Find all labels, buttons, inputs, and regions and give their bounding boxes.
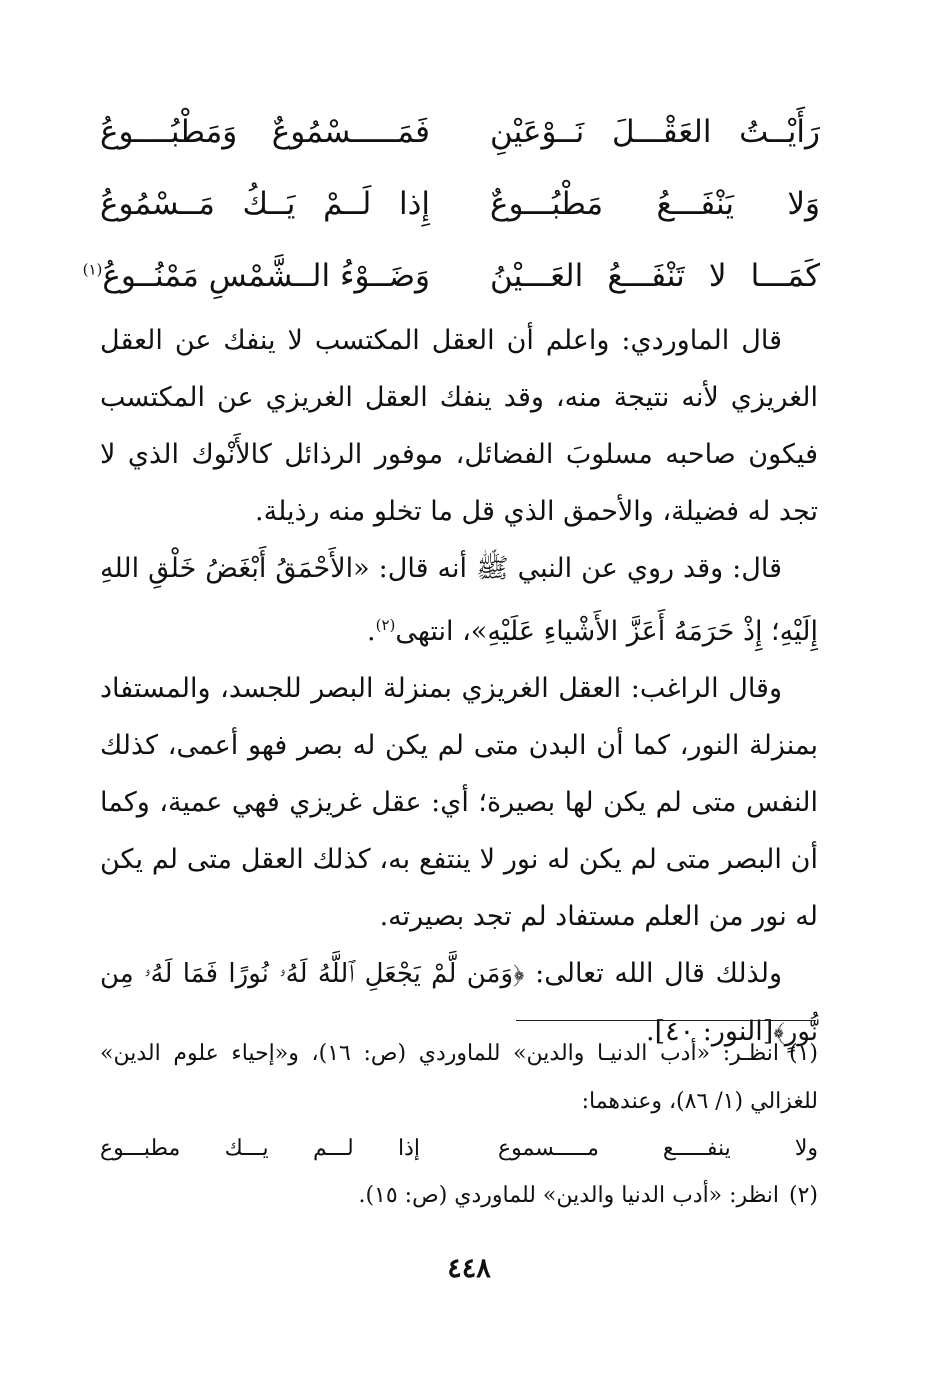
footnote-reference: (٢) [375,616,396,634]
footnote-text: انظـر: «أدب الدنيـا والدين» للماوردي (ص: ١٦)، و«إحياء علوم الدين» للغزالي (١/ ٨٦)، وعندهما: [100,1041,818,1114]
verse-first-hemistich: رَأَيْــتُ العَقْـــلَ نَــوْعَيْنِ [490,114,820,150]
footnote-item [100,1030,818,1126]
verse-second-text: وَضَــوْءُ الــشَّمْسِ مَمْنُــوعُ [102,258,430,294]
footnote-item [100,1172,818,1220]
paragraph-intro: ولذلك قال الله تعالى: [524,958,782,989]
footnote-separator [516,1020,816,1021]
footnote-number: (٢) [788,1183,818,1208]
surah-reference: [النور: ٤٠]. [646,1016,774,1047]
quran-verse: ﴿وَمَن لَّمْ يَجْعَلِ ٱللَّهُ لَهُۥ نُورًا فَمَا لَهُۥ مِن نُّورٍ﴾ [100,959,818,1047]
paragraph: وقال الراغب: العقل الغريزي بمنزلة البصر للجسد، والمستفاد بمنزلة النور، كما أن البدن متى لم يكن له بصر فهو أعمى، كذلك النفس متى لم يكن لها بصيرة؛ أي: عقل غريزي فهي عمية، وكما أن البصر متى لم يكن له نور لا ينتفع به، كذلك العقل متى لم يكن له نور من العلم مستفاد لم تجد بصيرته. [100,673,818,932]
footnote-verse-first: ولا ينفـــــع مـــــسموع [498,1136,818,1161]
footnote-verse-second: إذا لـــم يـــك مطبـــوع [100,1136,420,1161]
paragraph [100,540,818,660]
verse-second-hemistich [82,258,430,294]
verse-second-hemistich: إِذا لَــمْ يَــكُ مَــسْمُوعُ [100,186,430,222]
verse-first-hemistich: وَلا يَنْفَـــعُ مَطْبُـــوعٌ [490,186,820,222]
footnote-text: انظر: «أدب الدنيا والدين» للماوردي (ص: ١٥). [358,1183,779,1208]
paragraph-text: قال: وقد روي عن النبي ﷺ أنه قال: «الأَحْمَقُ أَبْغَضُ خَلْقِ اللهِ إِلَيْهِ؛ إِذْ حَرَمَهُ أَعَزَّ الأَشْياءِ عَلَيْهِ»، انتهى [100,553,818,647]
main-text [100,312,818,1061]
poem-verse [100,168,820,240]
poem-block [82,96,820,312]
footnote-reference: (١) [82,260,103,279]
verse-first-hemistich: كَمَـــا لا تَنْفَـــعُ العَـــيْنُ [490,258,820,294]
paragraph-end: . [367,616,376,647]
poem-verse [100,96,820,168]
footnote-verse [100,1126,818,1172]
footnotes [100,1030,818,1220]
paragraph: قال الماوردي: واعلم أن العقل المكتسب لا ينفك عن العقل الغريزي لأنه نتيجة منه، وقد ينفك العقل الغريزي عن المكتسب فيكون صاحبه مسلوبَ الفضائل، موفور الرذائل كالأَنْوك الذي لا تجد له فضيلة، والأحمق الذي قل ما تخلو منه رذيلة. [100,325,818,527]
poem-verse [82,240,820,312]
verse-second-hemistich: فَمَـــــسْمُوعٌ وَمَطْبُــــوعُ [100,114,430,150]
page-number: ٤٤٨ [447,1253,491,1284]
footnote-number: (١) [788,1041,818,1066]
